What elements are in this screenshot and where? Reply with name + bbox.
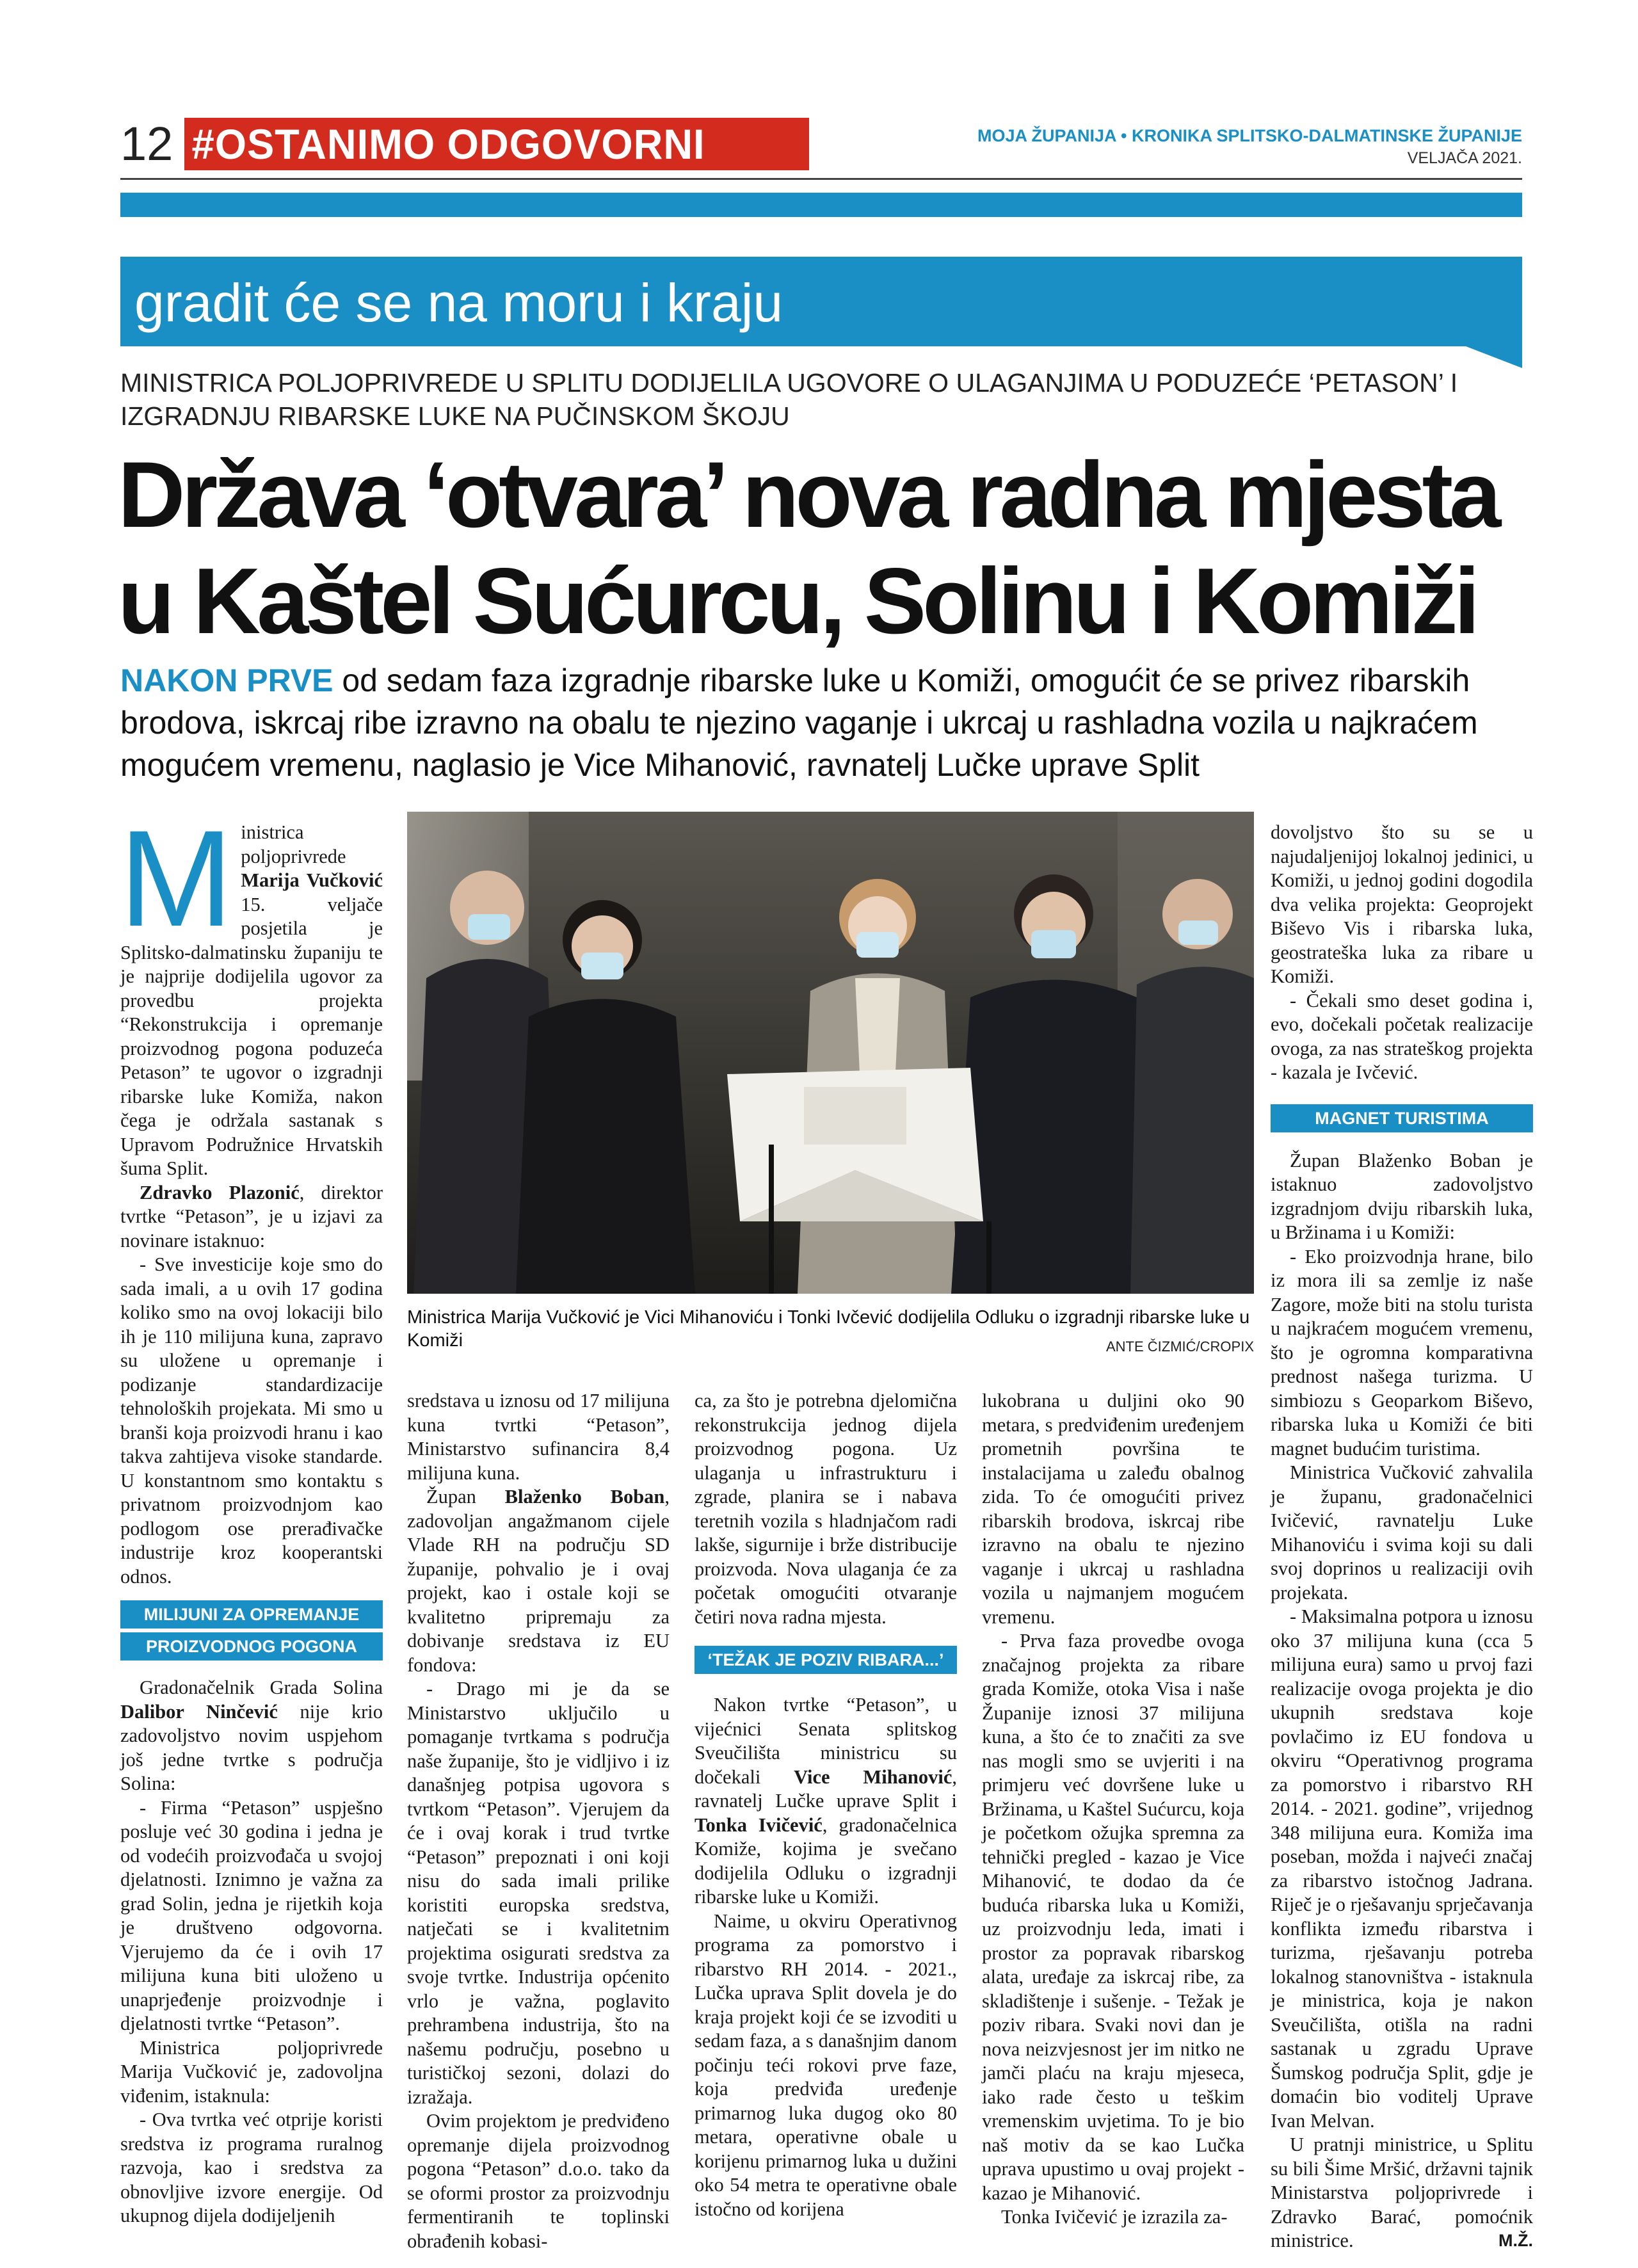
drop-cap: M: [119, 802, 234, 955]
col2-paragraph: Ovim projektom je predviđeno opremanje dijela proizvodnog pogona “Petason” d.o.o. tako da se oformi prostor za proizvodnju fermentiranih te toplinski obrađenih kobasi-: [407, 2110, 670, 2252]
subhead-tezak: ‘TEŽAK JE POZIV RIBARA...’: [695, 1646, 957, 1674]
col1-text: , direktor tvrtke “Petason”, je u izjavi za novinare istaknuo:: [120, 1181, 383, 1251]
col5-paragraph: Župan Blaženko Boban je istaknuo zadovoljstvo izgradnjom dviju ribarskih luka, u Bržinama i u Komiži:: [1271, 1149, 1533, 1243]
col3-paragraph: Naime, u okviru Operativnog programa za pomorstvo i ribarstvo RH 2014. - 2021., Lučka uprava Split dovela je do kraja projekt koji će se izvoditi u sedam faza, a s današnjim danom počinju teći rokovi prve faze, koja predviđa uređenje primarnog luka dugog oko 80 metara, operativne obale u korijenu primarnog luka u dužini oko 54 metra te operativne obale istočno od korijena: [695, 1910, 957, 2220]
topic-banner-text: gradit će se na moru i kraju: [134, 273, 783, 333]
page-number: 12: [120, 117, 173, 170]
col5-text: U pratnji ministrice, u Splitu su bili Šime Mršić, državni tajnik Ministarstva poljoprivrede i Zdravko Barać, pomoćnik ministrice.: [1271, 2134, 1533, 2251]
supertitle: MINISTRICA POLJOPRIVREDE U SPLITU DODIJELILA UGOVORE O ULAGANJIMA U PODUZEĆE ‘PETASON’ I IZGRADNJU RIBARSKE LUKE NA PUČINSKOM ŠKOJU: [120, 368, 1458, 431]
subhead-milijuni: MILIJUNI ZA OPREMANJE: [120, 1600, 383, 1629]
col1-text: inistrica poljoprivrede: [241, 821, 346, 867]
article-column-5: [1271, 821, 1533, 2253]
col1-paragraph: - Firma “Petason” uspješno posluje već 30 godina i jedna je od vodećih proizvođača u svojoj djelatnosti. Iznimno je važna za grad Solin, jedna je rijetkih koja je društveno odgovorna. Vjerujemo da će i ovih 17 milijuna kuna biti uloženo u unaprjeđenje proizvodnje i djelatnosti tvrtke “Petason”.: [120, 1796, 383, 2034]
article-column-3: [695, 1389, 957, 2221]
col3-text: , gradonačelnica Komiže, kojima je svečano dodijelila Odluku o izgradnji ribarske luke u Komiži.: [695, 1814, 957, 1908]
photo-credit: ANTE ČIZMIĆ/CROPIX: [1105, 1339, 1254, 1355]
photo-illustration: [407, 812, 1254, 1294]
header-band: [120, 193, 1522, 217]
col5-paragraph: dovoljstvo što su se u najudaljenijoj lokalnoj jedinici, u Komiži, u jednoj godini dogodila dva velika projekta: Geoprojekt Biševo Vis i ribarska luka, geostrateška luka za ribare u Komiži.: [1271, 821, 1533, 987]
lead-text: od sedam faza izgradnje ribarske luke u Komiži, omogućit će se privez ribarskih brodova, iskrcaj ribe izravno na obalu te njezino vaganje i ukrcaj u rashladna vozila u najkraćem mogućem vremenu, naglasio je Vice Mihanović, ravnatelj Lučke uprave Split: [120, 663, 1478, 783]
lead-paragraph: [120, 659, 1529, 786]
headline: [118, 442, 1532, 654]
col3-paragraph: ca, za što je potrebna djelomična rekonstrukcija jednog dijela proizvodnog pogona. Uz ulaganja u infrastrukturu i zgrade, planira se i nabava teretnih vozila s hladnjačom radi lakše, sigurnije i brže distribucije proizvoda. Nova ulaganja će za početak omogućiti otvaranje četiri nova radna mjesta.: [695, 1390, 957, 1628]
publication-name: MOJA ŽUPANIJA • KRONIKA SPLITSKO-DALMATINSKE ŽUPANIJE: [977, 126, 1522, 145]
article-column-2: [407, 1389, 670, 2253]
name-bold: Tonka Ivičević: [695, 1814, 823, 1836]
article-column-1: [119, 802, 383, 2228]
issue-date: VELJAČA 2021.: [1407, 149, 1522, 167]
name-bold: Vice Mihanović: [794, 1765, 952, 1788]
col5-paragraph: - Čekali smo deset godina i, evo, dočekali početak realizacije ovoga, za nas strateškog projekta - kazala je Ivčević.: [1271, 989, 1533, 1083]
section-tag-label: #OSTANIMO ODGOVORNI: [191, 120, 705, 168]
name-bold: Zdravko Plazonić: [140, 1181, 300, 1203]
col3-text: , ravnatelj Lučke uprave Split i: [695, 1765, 958, 1812]
col2-text: Župan: [426, 1486, 505, 1508]
subhead-magnet: MAGNET TURISTIMA: [1271, 1104, 1533, 1132]
name-bold: Dalibor Ninčević: [120, 1700, 278, 1723]
col1-paragraph: - Sve investicije koje smo do sada imali, a u ovih 17 godina koliko smo na ovoj lokaciji bilo ih je 110 milijuna kuna, zapravo su uložene u opremanje i podizanje standardizacije tehnoloških projekata. Mi smo u branši koja proizvodi hranu i kao takva zahtijeva visoke standarde. U konstantnom smo kontaktu s privatnom proizvodnjom kao podlogom ose prerađivačke industrije kroz kooperantski odnos.: [120, 1253, 383, 1588]
col1-text: nije krio zadovoljstvo novim uspjehom još jedne tvrtke s područja Solina:: [120, 1700, 383, 1794]
col2-paragraph: sredstava u iznosu od 17 milijuna kuna tvrtki “Petason”, Ministarstvo sufinancira 8,4 milijuna kuna.: [407, 1390, 670, 1484]
topic-banner: [120, 257, 1522, 346]
col4-paragraph: lukobrana u duljini oko 90 metara, s predviđenim uređenjem prometnih površina te instalacijama u zaleđu obalnog zida. To će omogućiti privez ribarskih brodova, iskrcaj ribe izravno na obalu te njezino vaganje i ukrcaj u rashladna vozila u najmanjem mogućem vremenu.: [982, 1390, 1244, 1628]
col5-paragraph: Ministrica Vučković zahvalila je županu, gradonačelnici Ivičević, ravnatelju Luke Mihanoviću i svima koji su dali svoj doprinos u realizaciji ovih projekata.: [1271, 1461, 1533, 1604]
headline-line-1: Država ‘otvara’ nova radna mjesta: [118, 442, 1498, 547]
col3-text: Nakon tvrtke “Petason”, u vijećnici Senata splitskog Sveučilišta ministricu su dočekali: [695, 1694, 957, 1788]
col5-paragraph: - Eko proizvodnja hrane, bilo iz mora ili sa zemlje iz naše Zagore, može biti na stolu turista u najkraćem mogućem vremenu, što je ogromna komparativna prednost našega turizma. U simbiozu s Geoparkom Biševo, ribarska luka u Komiži će biti magnet budućim turistima.: [1271, 1245, 1533, 1460]
name-bold: Marija Vučković: [241, 869, 383, 891]
col4-paragraph: - Prva faza provedbe ovoga značajnog projekta za ribare grada Komiže, otoka Visa i naše Županije iznosi 37 milijuna kuna, a što će to značiti za sve nas mogli smo se uvjeriti i na primjeru već dovršene luke u Bržinama, u Kaštel Sućurcu, koja je početkom ožujka spremna za tehnički pregled - kazao je Vice Mihanović, te dodao da će buduća ribarska luka u Komiži, uz proizvodnju leda, imati i prostor za popravak ribarskog alata, uređaje za iskrcaj ribe, za skladištenje i sušenje. - Težak je poziv ribara. Svaki novi dan je nova neizvjesnost jer im nitko ne jamči plaću na kraju mjeseca, iako rade često u teškim vremenskim uvjetima. To je bio naš motiv da se kao Lučka uprava upustimo u ovaj projekt - kazao je Mihanović.: [982, 1630, 1244, 2204]
lead-highlight: NAKON PRVE: [120, 663, 333, 698]
photo-caption: Ministrica Marija Vučković je Vici Mihanoviću i Tonki Ivčević dodijelila Odluku o izgradnji ribarske luke u Komiži: [407, 1307, 1250, 1351]
col1-paragraph: Ministrica poljoprivrede Marija Vučković je, zadovoljna viđenim, istaknula:: [120, 2036, 383, 2107]
col1-paragraph: - Ova tvrtka već otprije koristi sredstva iz programa ruralnog razvoja, kao i sredstva za obnovljive izvore energije. Od ukupnog dijela dodijeljenih: [120, 2109, 383, 2226]
headline-line-2: u Kaštel Sućurcu, Solinu i Komiži: [118, 549, 1477, 653]
article-photo: [407, 812, 1254, 1294]
name-bold: Blaženko Boban: [504, 1486, 665, 1508]
banner-corner: [1466, 346, 1522, 368]
section-tag: [184, 118, 809, 170]
col5-paragraph: - Maksimalna potpora u iznosu oko 37 milijuna kuna (cca 5 milijuna eura) samo u prvoj fazi realizacije ovoga projekta je dio ukupnih sredstava koje povlačimo iz EU fondova u okviru “Operativnog programa za pomorstvo i ribarstvo RH 2014. - 2021. godine”, vrijednog 348 milijuna eura. Komiža ima poseban, možda i najveći značaj za ribarstvo istočnog Jadrana. Riječ je o rješavanju sprječavanja konflikta između ribarstva i turizma, rješavanju potreba lokalnog stanovništva - istaknula je ministrica, koja je nakon Sveučilišta, otišla na radni sastanak u zgradu Uprave Šumskog područja Split, gdje je domaćin bio voditelj Uprave Ivan Melvan.: [1271, 1605, 1533, 2132]
col4-paragraph: Tonka Ivičević je izrazila za-: [1001, 2206, 1228, 2228]
col2-text: , zadovoljan angažmanom cijele Vlade RH na području SD županije, pohvalio je i ovaj projekt, kao i ostale koji se kvalitetno pripremaju za dobivanje sredstava iz EU fondova:: [407, 1486, 670, 1676]
article-column-4: [982, 1389, 1244, 2230]
col1-text: Gradonačelnik Grada Solina: [140, 1677, 383, 1698]
col2-paragraph: - Drago mi je da se Ministarstvo uključilo u pomaganje tvrtkama s područja naše županije, što je vidljivo i iz današnjeg potpisa ugovora s tvrtkom “Petason”. Vjerujem da će i ovaj korak i trud tvrtke “Petason” prepoznati i oni koji nisu do sada imali prilike koristiti europska sredstva, natječati se i kvalitetnim projektima osigurati sredstva za svoje tvrtke. Industrija općenito vrlo je važna, poglavito prehrambena industrija, što na našemu području, posebno u turističkoj sezoni, dolazi do izražaja.: [407, 1678, 670, 2108]
header-rule: [120, 178, 1522, 180]
author-signature: M.Ž.: [1498, 2231, 1533, 2250]
subhead-pogona: PROIZVODNOG POGONA: [120, 1632, 383, 1661]
col1-text: 15. veljače posjetila je Splitsko-dalmatinsku županiju te je najprije dodijelila ugovor za provedbu projekta “Rekonstrukcija i opremanje proizvodnog pogona poduzeća Petason” te ugovor o izgradnji ribarske luke Komiža, nakon čega je održala sastanak s Upravom Podružnice Hrvatskih šuma Split.: [120, 893, 383, 1179]
